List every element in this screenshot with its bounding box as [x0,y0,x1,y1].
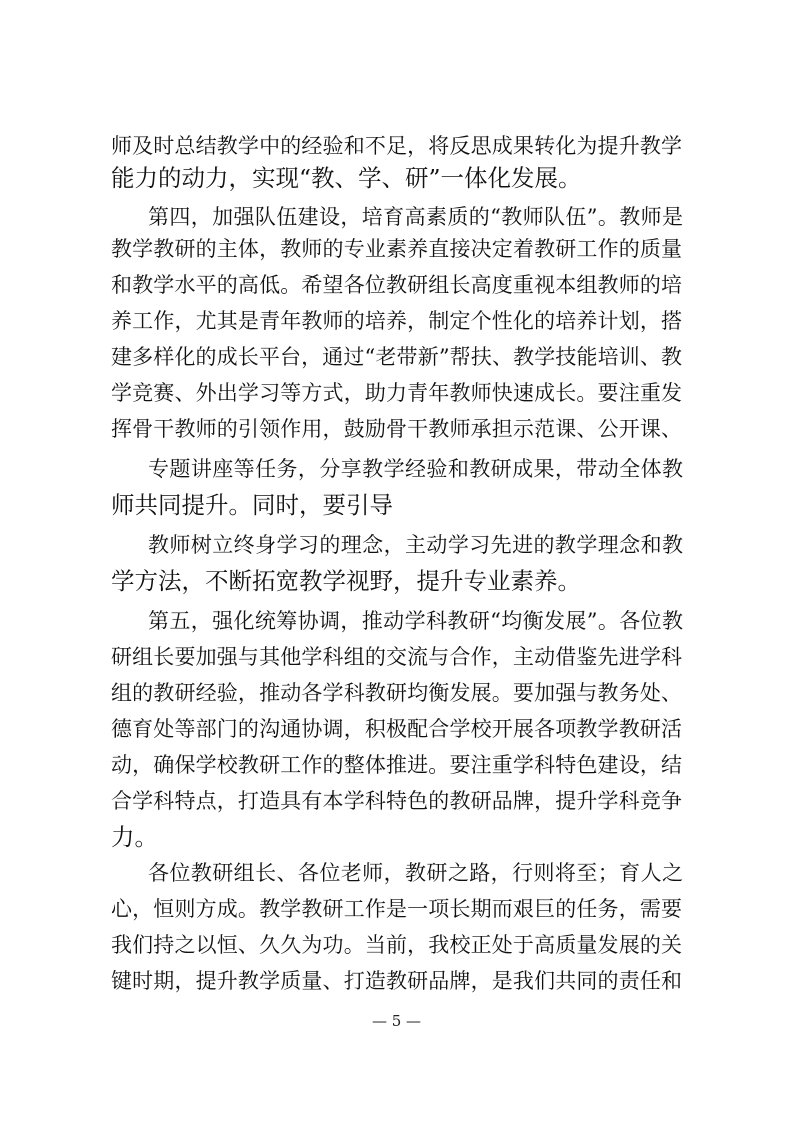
text-line: 学方法，不断拓宽教学视野，提升专业素养。 [111,567,581,595]
text-line: 动，确保学校教研工作的整体推进。要注重学科特色建设，结 [111,753,682,777]
text-line: 我们持之以恒、久久为功。当前，我校正处于高质量发展的关 [111,933,682,957]
text-line: 建多样化的成长平台，通过“老带新”帮扶、教学技能培训、教 [111,345,682,369]
text-line: 键时期，提升教学质量、打造教研品牌，是我们共同的责任和 [111,969,682,993]
text-line: 组的教研经验，推动各学科教研均衡发展。要加强与教务处、 [111,681,682,705]
paragraph-start: 第五，强化统筹协调，推动学科教研“均衡发展”。各位教 [148,609,683,633]
text-line: 专题讲座等任务，分享教学经验和教研成果，带动全体教 [148,457,683,481]
text-line: 心，恒则方成。教学教研工作是一项长期而艰巨的任务，需要 [111,897,682,921]
text-line: 挥骨干教师的引领作用，鼓励骨干教师承担示范课、公开课、 [111,417,682,441]
text-line: 养工作，尤其是青年教师的培养，制定个性化的培养计划，搭 [111,309,682,333]
text-line: 师及时总结教学中的经验和不足，将反思成果转化为提升教学 [111,134,682,158]
text-line: 研组长要加强与其他学科组的交流与合作，主动借鉴先进学科 [111,645,682,669]
text-line: 能力的动力，实现“教、学、研”一体化发展。 [111,164,582,192]
text-line: 和教学水平的高低。希望各位教研组长高度重视本组教师的培 [111,273,682,297]
text-line: 力。 [111,823,158,851]
text-line: 师共同提升。同时，要引导 [111,491,393,519]
paragraph-start: 第四，加强队伍建设，培育高素质的“教师队伍”。教师是 [148,205,683,229]
text-line: 德育处等部门的沟通协调，积极配合学校开展各项教学教研活 [111,717,682,741]
text-line: 学竞赛、外出学习等方式，助力青年教师快速成长。要注重发 [111,381,682,405]
text-line: 教学教研的主体，教师的专业素养直接决定着教研工作的质量 [111,237,682,261]
paragraph-start: 各位教研组长、各位老师，教研之路，行则将至；育人之 [148,861,683,885]
text-line: 合学科特点，打造具有本学科特色的教研品牌，提升学科竞争 [111,789,682,813]
text-line: 教师树立终身学习的理念，主动学习先进的教学理念和教 [148,533,683,557]
page-number: — 5 — [371,1012,422,1030]
